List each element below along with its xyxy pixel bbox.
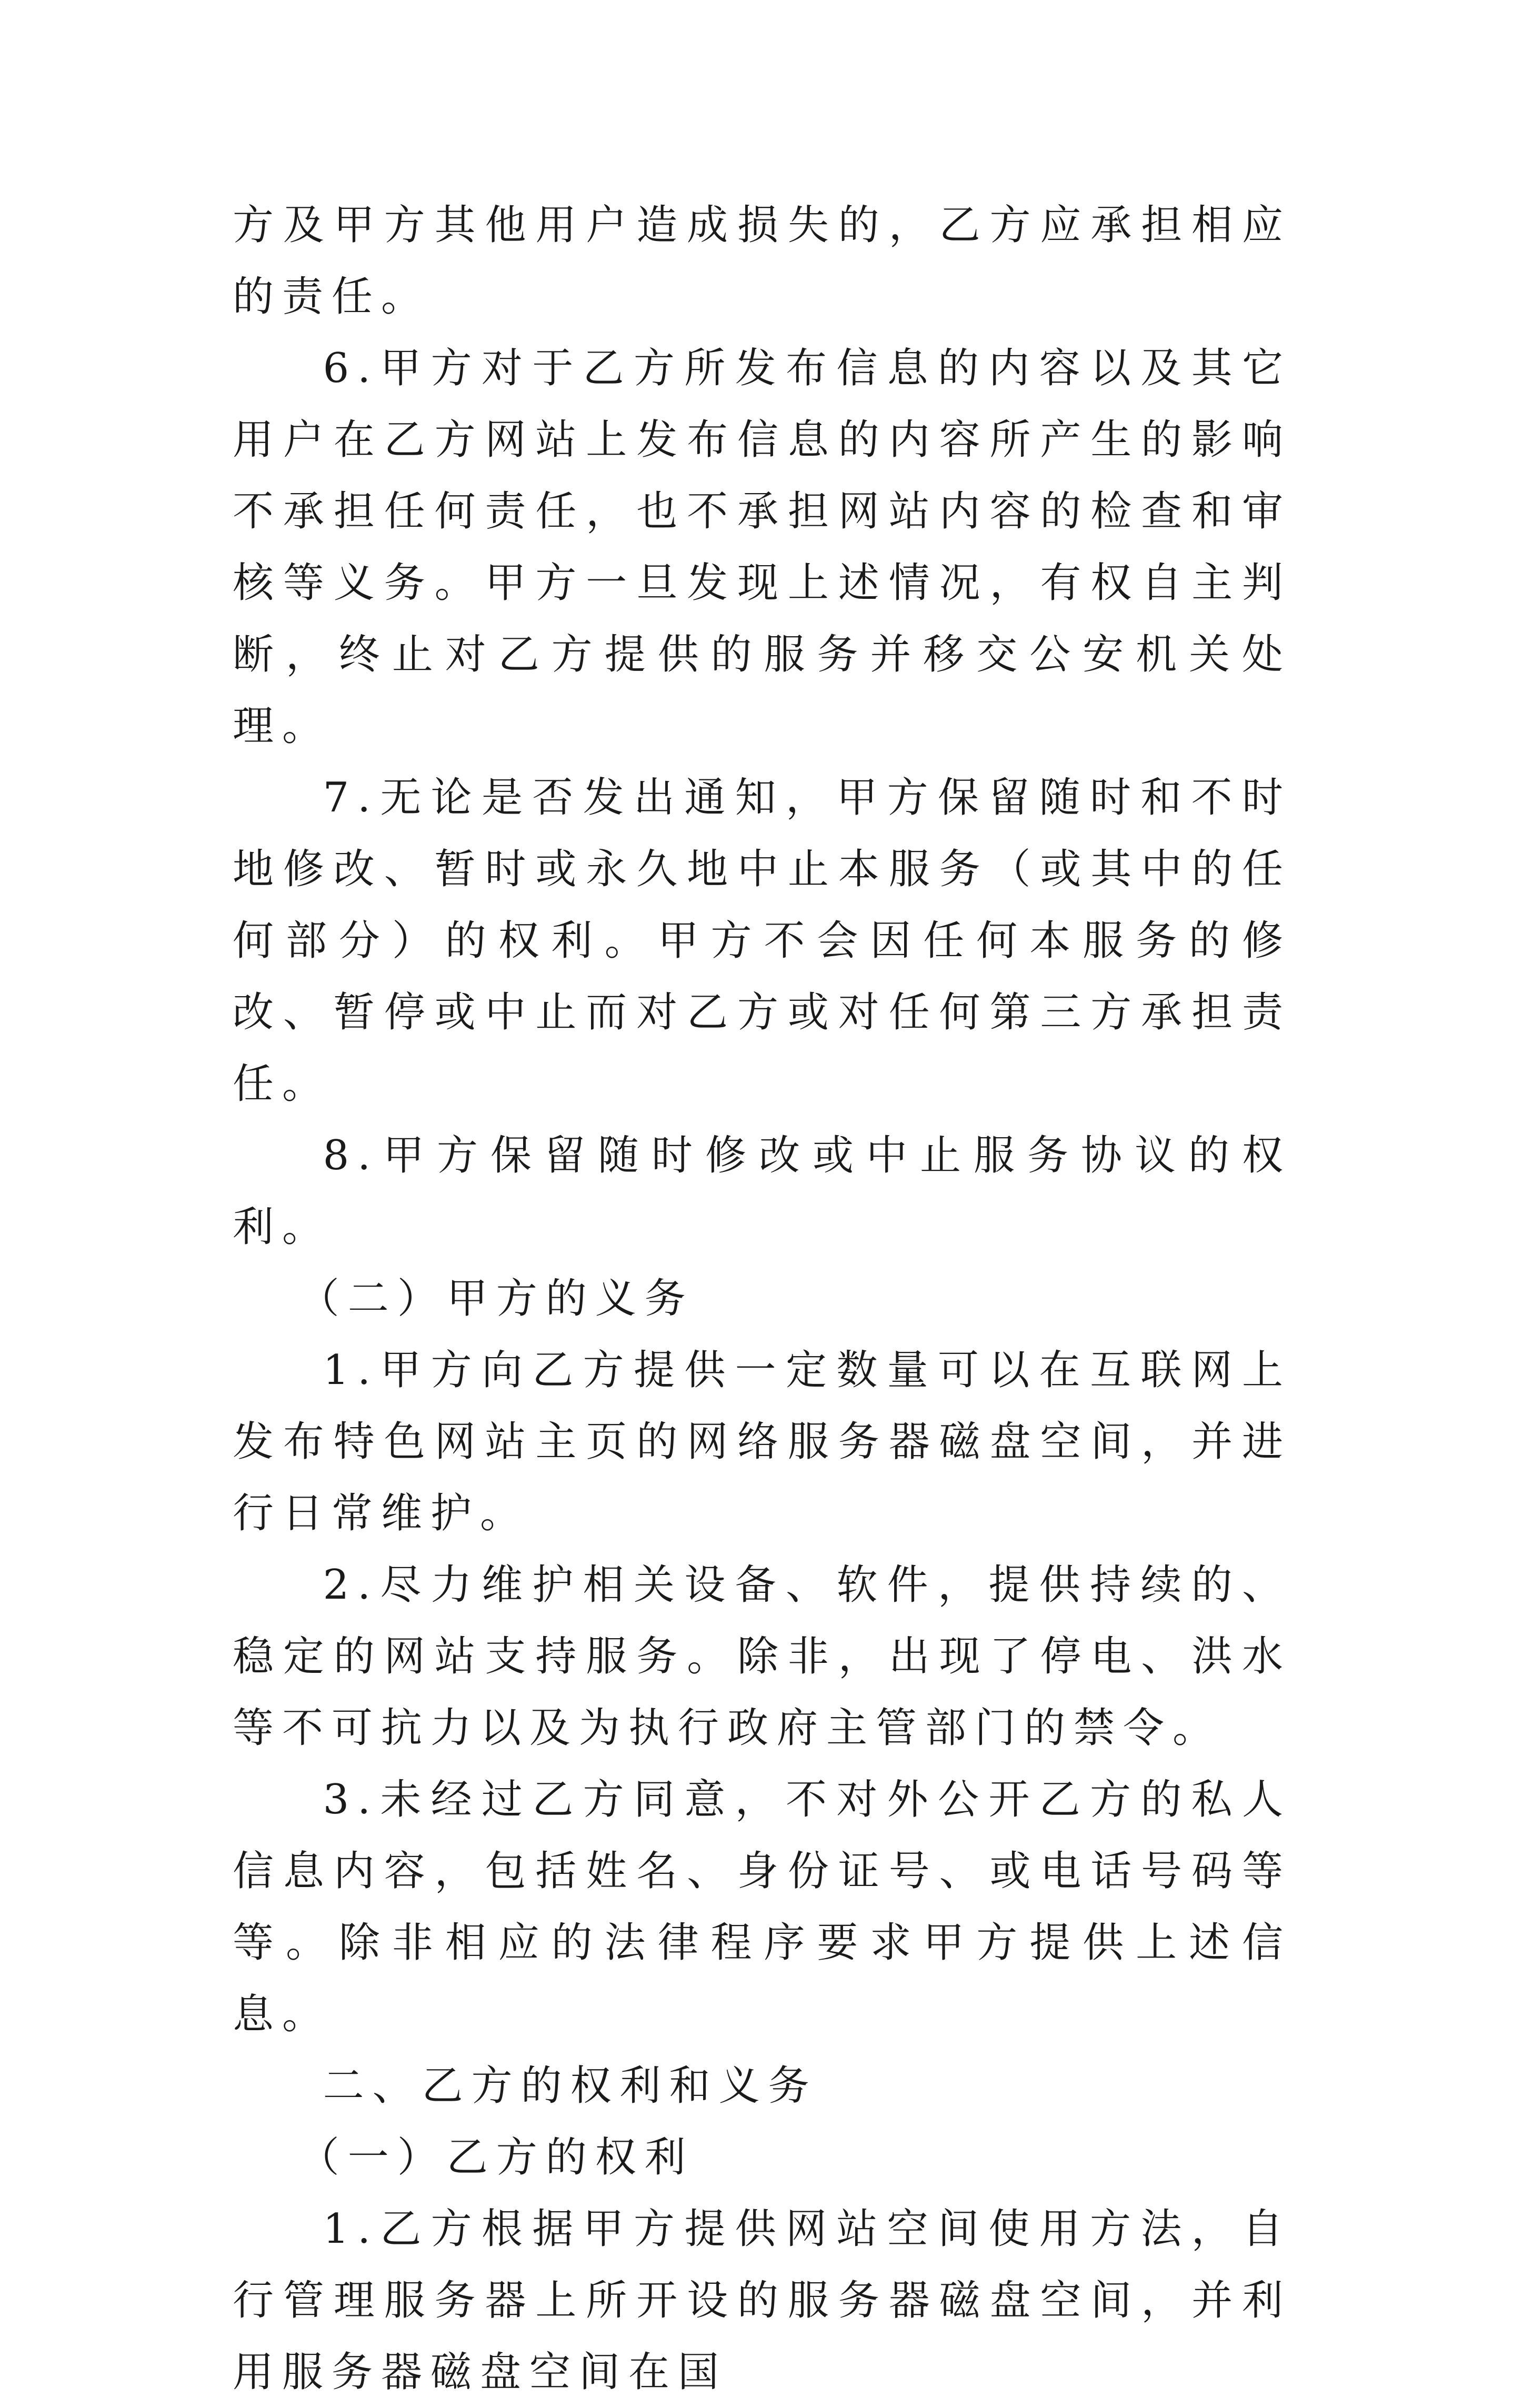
paragraph-obligation-1: 1.甲方向乙方提供一定数量可以在互联网上发布特色网站主页的网络服务器磁盘空间，并进行日常维护。: [233, 1347, 1291, 1537]
paragraph-obligation-2: 2.尽力维护相关设备、软件，提供持续的、稳定的网站支持服务。除非，出现了停电、洪水等不可抗力以及为执行政府主管部门的禁令。: [233, 1561, 1291, 1752]
document-body: [233, 189, 1291, 2408]
section-heading-party-b-rights: （一）乙方的权利: [298, 2134, 694, 2181]
section-heading-party-b-rights-obligations: 二、乙方的权利和义务: [323, 2062, 818, 2110]
section-heading-party-a-obligations: （二）甲方的义务: [298, 1275, 694, 1322]
paragraph-obligation-3: 3.未经过乙方同意，不对外公开乙方的私人信息内容，包括姓名、身份证号、或电话号码等等。除非相应的法律程序要求甲方提供上述信息。: [233, 1776, 1291, 2038]
paragraph-item-8: 8.甲方保留随时修改或中止服务协议的权利。: [233, 1132, 1291, 1251]
paragraph-item-7: 7.无论是否发出通知，甲方保留随时和不时地修改、暂时或永久地中止本服务（或其中的任何部分）的权利。甲方不会因任何本服务的修改、暂停或中止而对乙方或对任何第三方承担责任。: [233, 774, 1291, 1108]
paragraph-item-6: 6.甲方对于乙方所发布信息的内容以及其它用户在乙方网站上发布信息的内容所产生的影响不承担任何责任，也不承担网站内容的检查和审核等义务。甲方一旦发现上述情况，有权自主判断，终止对乙方提供的服务并移交公安机关处理。: [233, 345, 1291, 750]
paragraph-continuation: 方及甲方其他用户造成损失的，乙方应承担相应的责任。: [233, 202, 1291, 320]
paragraph-right-1: 1.乙方根据甲方提供网站空间使用方法，自行管理服务器上所开设的服务器磁盘空间，并利用服务器磁盘空间在国: [233, 2205, 1291, 2396]
